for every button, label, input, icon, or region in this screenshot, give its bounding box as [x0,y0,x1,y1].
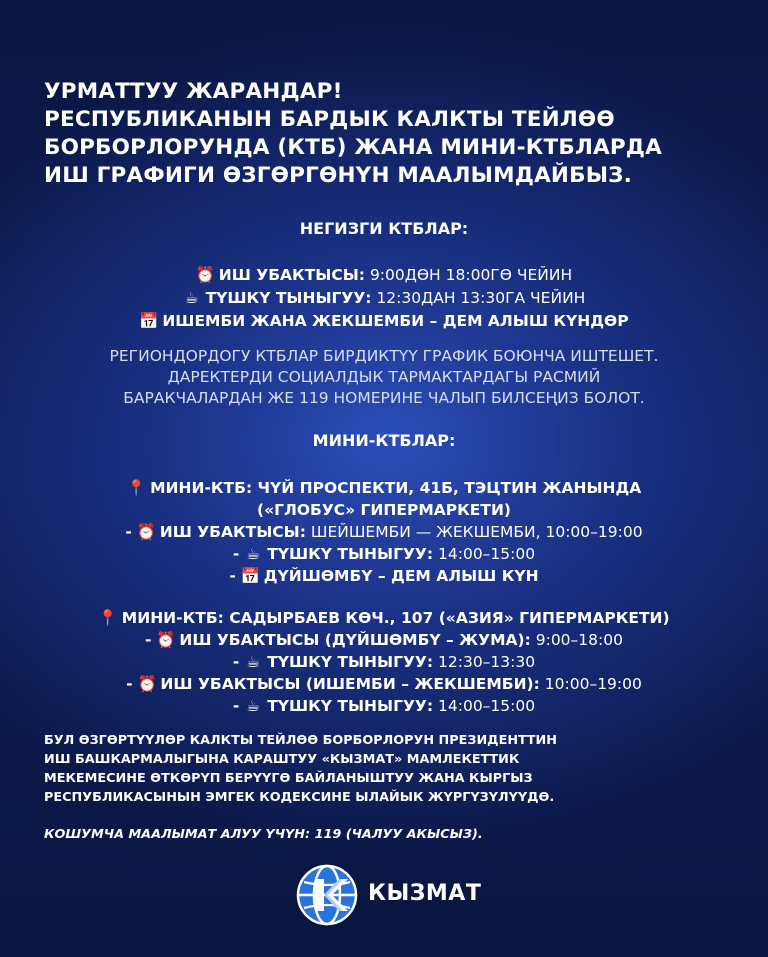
footer-line: МЕКЕМЕСИНЕ ӨТКӨРҮП БЕРҮҮГӨ БАЙЛАНЫШТУУ ЖАНА КЫРГЫЗ [44,771,533,786]
loc1-off-label: ДҮЙШӨМБҮ – ДЕМ АЛЫШ КҮН [263,567,539,585]
main-ktb-section [0,218,768,333]
lunch-label: ТҮШКҮ ТЫНЫГУУ: [205,289,372,307]
footer-note [44,731,734,807]
pin-icon: 📍 [126,479,147,497]
work-hours-label: ИШ УБАКТЫСЫ: [218,266,365,284]
loc1-lunch-label: ТҮШКҮ ТЫНЫГУУ: [267,545,434,563]
loc1-work-value: ШЕЙШЕМБИ — ЖЕКШЕМБИ, 10:00–19:00 [310,523,643,541]
headline [44,78,734,190]
alarm-clock-icon: ⏰ [195,266,216,284]
loc2-weekend-lunch-value: 14:00–15:00 [438,697,536,715]
lunch-value: 12:30ДАН 13:30ГА ЧЕЙИН [376,289,586,307]
dash: - [232,653,240,671]
dash: - [126,675,133,693]
mini-ktb-section [0,430,768,717]
more-info: КОШУМЧА МААЛЫМАТ АЛУУ ҮЧҮН: 119 (ЧАЛУУ АКЫСЫЗ). [44,827,483,842]
regional-note [0,346,768,409]
main-ktb-title: НЕГИЗГИ КТБЛАР: [299,219,469,238]
dash: - [145,631,152,649]
dash: - [125,523,132,541]
loc2-weekend-value: 10:00–19:00 [544,675,642,693]
calendar-icon: 📅 [240,567,261,585]
coffee-icon: ☕ [246,545,261,563]
loc2-weekend-label: ИШ УБАКТЫСЫ (ИШЕМБИ – ЖЕКШЕМБИ): [160,675,540,693]
kyzmat-logo-icon [296,864,358,926]
loc2-weekday-lunch-label: ТҮШКҮ ТЫНЫГУУ: [267,653,434,671]
loc1-address: 📍 МИНИ-КТБ: ЧҮЙ ПРОСПЕКТИ, 41Б, ТЭЦТИН ЖАНЫНДА [126,479,642,497]
loc1-work-label: ИШ УБАКТЫСЫ: [159,523,306,541]
calendar-icon: 📅 [139,312,159,330]
loc2-weekday-lunch-value: 12:30–13:30 [438,653,536,671]
loc2-weekend-lunch-label: ТҮШКҮ ТЫНЫГУУ: [267,697,434,715]
pin-icon: 📍 [98,609,118,627]
coffee-icon: ☕ [246,697,261,715]
loc1-lunch-value: 14:00–15:00 [438,545,536,563]
loc1-address-line2: («ГЛОБУС» ГИПЕРМАРКЕТИ) [256,501,511,519]
dash: - [232,545,240,563]
regional-line: ДАРЕКТЕРДИ СОЦИАЛДЫК ТАРМАКТАРДАГЫ РАСМИЙ [167,368,601,386]
dash: - [229,567,236,585]
days-off-label: ИШЕМБИ ЖАНА ЖЕКШЕМБИ – ДЕМ АЛЫШ КҮНДӨР [162,312,629,330]
alarm-clock-icon: ⏰ [136,523,157,541]
loc2-address: 📍 МИНИ-КТБ: САДЫРБАЕВ КӨЧ., 107 («АЗИЯ» ГИПЕРМАРКЕТИ) [98,609,670,627]
work-hours-value: 9:00ДӨН 18:00ГӨ ЧЕЙИН [369,266,573,284]
kyzmat-logo [296,864,486,928]
dash: - [232,697,240,715]
footer-line: БУЛ ӨЗГӨРТҮҮЛӨР КАЛКТЫ ТЕЙЛӨӨ БОРБОРЛОРУН ПРЕЗИДЕНТТИН [44,733,557,748]
footer-line: РЕСПУБЛИКАСЫНЫН ЭМГЕК КОДЕКСИНЕ ЫЛАЙЫК ЖҮРГҮЗҮЛҮҮДӨ. [44,790,555,805]
loc2-weekday-label: ИШ УБАКТЫСЫ (ДҮЙШӨМБҮ – ЖУМА): [179,631,531,649]
alarm-clock-icon: ⏰ [137,675,157,693]
headline-line: УРМАТТУУ ЖАРАНДАР! [44,79,343,104]
headline-line: ИШ ГРАФИГИ ӨЗГӨРГӨНҮН МААЛЫМДАЙБЫЗ. [44,163,633,188]
alarm-clock-icon: ⏰ [156,631,176,649]
brand-name: КЫЗМАТ [368,881,482,906]
footer-line: ИШ БАШКАРМАЛЫГЫНА КАРАШТУУ «КЫЗМАТ» МАМЛЕКЕТТИК [44,752,520,767]
coffee-icon: ☕ [184,289,199,307]
headline-line: РЕСПУБЛИКАНЫН БАРДЫК КАЛКТЫ ТЕЙЛӨӨ [44,107,615,132]
headline-line: БОРБОРЛОРУНДА (КТБ) ЖАНА МИНИ-КТБЛАРДА [44,135,662,160]
regional-line: БАРАКЧАЛАРДАН ЖЕ 119 НОМЕРИНЕ ЧАЛЫП БИЛСЕҢИЗ БОЛОТ. [123,389,645,407]
mini-ktb-title: МИНИ-КТБЛАР: [312,431,456,450]
coffee-icon: ☕ [246,653,261,671]
loc2-weekday-value: 9:00–18:00 [535,631,623,649]
regional-line: РЕГИОНДОРДОГУ КТБЛАР БИРДИКТҮҮ ГРАФИК БОЮНЧА ИШТЕШЕТ. [109,347,659,365]
